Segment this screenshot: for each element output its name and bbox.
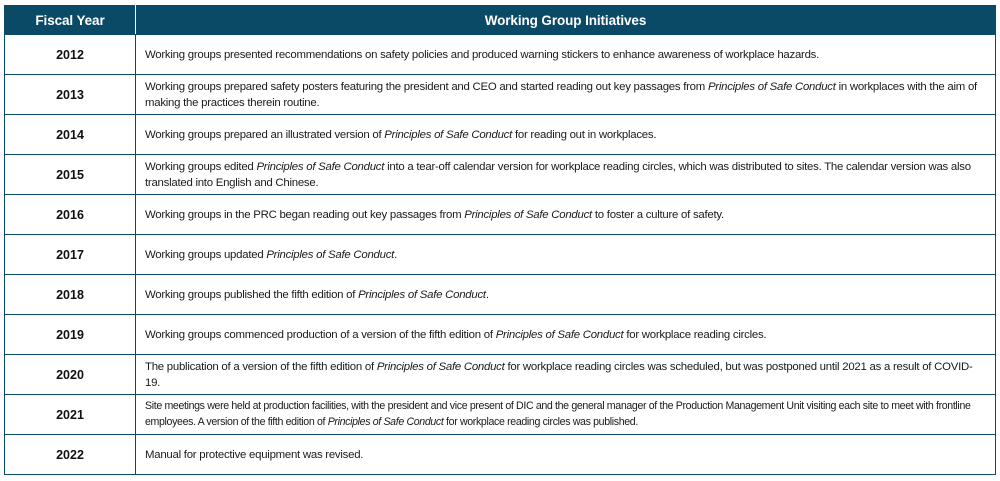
year-cell: 2013 [5,75,136,115]
initiative-cell [136,315,996,355]
initiative-text: for reading out in workplaces. [512,128,657,141]
initiative-text: . [394,248,397,261]
year-cell: 2020 [5,355,136,395]
year-cell: 2019 [5,315,136,355]
working-group-initiatives-table [4,5,996,475]
initiative-text: Working groups edited [145,160,257,173]
table-row [5,275,996,315]
year-cell: 2012 [5,35,136,75]
year-cell: 2014 [5,115,136,155]
year-cell: 2015 [5,155,136,195]
publication-title: Principles of Safe Conduct [376,360,505,373]
table-row [5,115,996,155]
initiative-text: for workplace reading circles. [623,328,767,341]
initiative-cell [136,235,996,275]
publication-title: Principles of Safe Conduct [327,415,444,428]
table-row [5,395,996,435]
initiatives-header: Working Group Initiatives [136,6,996,35]
publication-title: Principles of Safe Conduct [495,328,624,341]
year-cell: 2022 [5,435,136,475]
initiative-text: into a tear-off calendar version for workplace reading circles, which was distributed to sites. The calendar version was also translated into English and Chinese. [145,160,971,189]
initiative-text: Working groups published the fifth edition of [145,288,359,301]
initiative-text: The publication of a version of the fifth edition of [145,360,377,373]
initiative-cell [136,155,996,195]
publication-title: Principles of Safe Conduct [707,80,836,93]
year-cell: 2017 [5,235,136,275]
initiative-text: for workplace reading circles was scheduled, but was postponed until 2021 as a result of COVID-19. [145,360,973,389]
table-row [5,35,996,75]
publication-title: Principles of Safe Conduct [266,248,395,261]
year-cell: 2018 [5,275,136,315]
publication-title: Principles of Safe Conduct [256,160,385,173]
table-row [5,75,996,115]
year-cell: 2016 [5,195,136,235]
initiative-text: Manual for protective equipment was revised. [145,448,364,461]
initiative-cell [136,75,996,115]
publication-title: Principles of Safe Conduct [358,288,486,301]
table-row [5,315,996,355]
table-row [5,435,996,475]
table-row [5,355,996,395]
initiative-cell [136,115,996,155]
initiatives-table-container [4,5,995,475]
table-row [5,155,996,195]
initiative-text: Working groups updated [145,248,267,261]
initiative-cell [136,195,996,235]
initiative-cell [136,435,996,475]
initiative-text: Working groups prepared safety posters featuring the president and CEO and started reading out key passages from [145,80,708,93]
initiative-cell [136,275,996,315]
table-row [5,195,996,235]
year-cell: 2021 [5,395,136,435]
initiative-cell [136,355,996,395]
initiative-text: Working groups presented recommendations on safety policies and produced warning stickers to enhance awareness of workplace hazards. [145,48,820,61]
initiative-cell [136,35,996,75]
table-header-row [5,6,996,35]
initiative-text: for workplace reading circles was published. [443,415,638,428]
initiative-text: Working groups in the PRC began reading out key passages from [145,208,465,221]
initiative-text: to foster a culture of safety. [591,208,724,221]
publication-title: Principles of Safe Conduct [464,208,592,221]
initiative-text: Working groups prepared an illustrated version of [145,128,385,141]
publication-title: Principles of Safe Conduct [384,128,513,141]
initiative-text: in workplaces with the aim of making the practices therein routine. [145,80,977,109]
table-row [5,235,996,275]
initiative-cell [136,395,996,435]
initiative-text: Site meetings were held at production facilities, with the president and vice present of DIC and the general manager of the Production Management Unit visiting each site to meet with frontline employees. A version of the fifth edition of [145,400,971,428]
table-body [5,35,996,475]
fiscal-year-header: Fiscal Year [5,6,136,35]
initiative-text: . [485,288,489,301]
initiative-text: Working groups commenced production of a version of the fifth edition of [145,328,496,341]
